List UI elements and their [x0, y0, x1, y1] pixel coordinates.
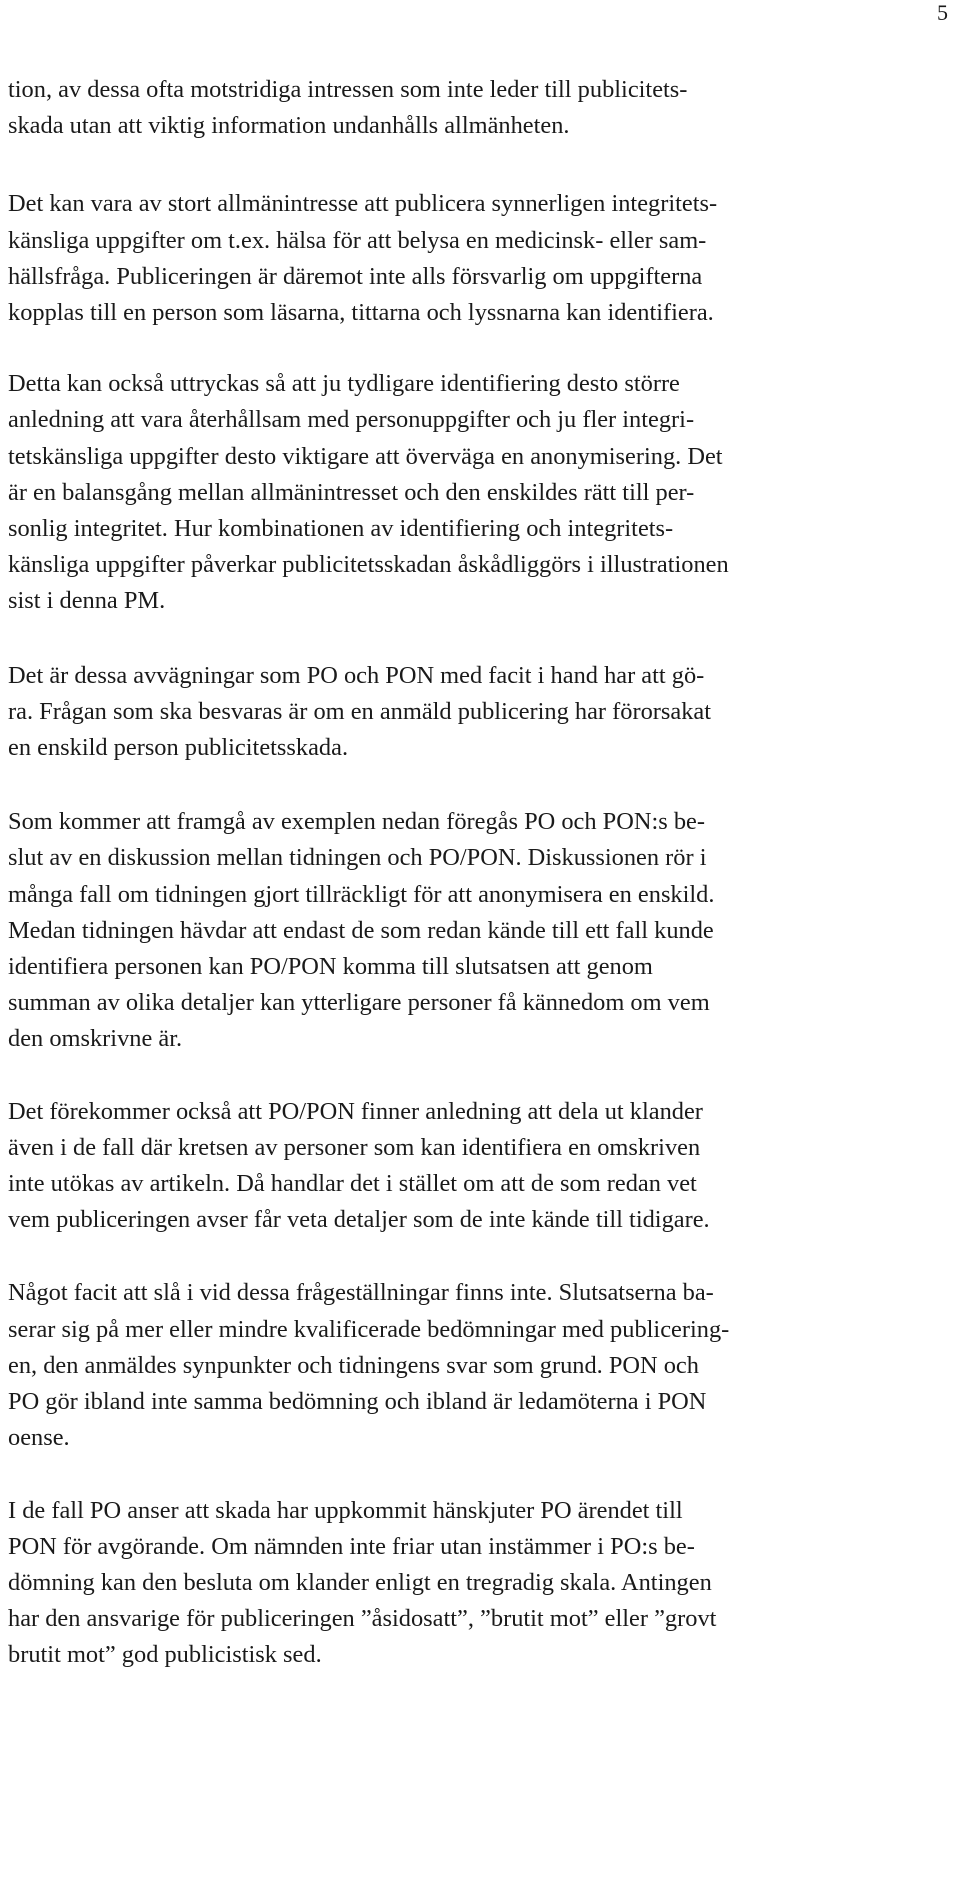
- paragraph-2: [8, 186, 952, 331]
- text-line: även i de fall där kretsen av personer som kan identifiera en omskriven: [8, 1133, 701, 1161]
- paragraph-6: [8, 1094, 952, 1239]
- text-line: ra. Frågan som ska besvaras är om en anmäld publicering har förorsakat: [8, 697, 712, 725]
- text-line: serar sig på mer eller mindre kvalificerade bedömningar med publicering-: [8, 1315, 730, 1343]
- text-line: många fall om tidningen gjort tillräckligt för att anonymisera en enskild.: [8, 880, 715, 908]
- text-line: I de fall PO anser att skada har uppkommit hänskjuter PO ärendet till: [8, 1496, 683, 1524]
- text-line: sist i denna PM.: [8, 587, 166, 615]
- text-line: skada utan att viktig information undanhålls allmänheten.: [8, 112, 570, 140]
- text-line: vem publiceringen avser får veta detaljer som de inte kände till tidigare.: [8, 1206, 710, 1234]
- paragraph-5: [8, 804, 952, 1057]
- text-line: oense.: [8, 1424, 70, 1452]
- text-line: summan av olika detaljer kan ytterligare personer få kännedom om vem: [8, 989, 710, 1017]
- paragraph-3: [8, 366, 952, 619]
- text-line: Medan tidningen hävdar att endast de som redan kände till ett fall kunde: [8, 916, 714, 944]
- text-line: Som kommer att framgå av exemplen nedan föregås PO och PON:s be-: [8, 808, 705, 836]
- text-line: Det är dessa avvägningar som PO och PON med facit i hand har att gö-: [8, 661, 705, 689]
- text-line: är en balansgång mellan allmänintresset och den enskildes rätt till per-: [8, 478, 695, 506]
- text-line: har den ansvarige för publiceringen ”åsidosatt”, ”brutit mot” eller ”grovt: [8, 1605, 717, 1633]
- text-line: Det förekommer också att PO/PON finner anledning att dela ut klander: [8, 1097, 703, 1125]
- document-body: [8, 72, 952, 1674]
- text-line: en, den anmäldes synpunkter och tidningens svar som grund. PON och: [8, 1351, 699, 1379]
- text-line: känsliga uppgifter om t.ex. hälsa för att belysa en medicinsk- eller sam-: [8, 226, 707, 254]
- text-line: hällsfråga. Publiceringen är däremot inte alls försvarlig om uppgifterna: [8, 262, 703, 290]
- text-line: slut av en diskussion mellan tidningen och PO/PON. Diskussionen rör i: [8, 844, 707, 872]
- text-line: inte utökas av artikeln. Då handlar det i stället om att de som redan vet: [8, 1170, 697, 1198]
- text-line: tion, av dessa ofta motstridiga intressen som inte leder till publicitets-: [8, 76, 688, 103]
- text-line: PON för avgörande. Om nämnden inte friar utan instämmer i PO:s be-: [8, 1532, 695, 1560]
- text-line: sonlig integritet. Hur kombinationen av identifiering och integritets-: [8, 515, 674, 543]
- page-number: 5: [937, 0, 948, 25]
- text-line: identifiera personen kan PO/PON komma till slutsatsen att genom: [8, 953, 653, 981]
- text-line: den omskrivne är.: [8, 1025, 183, 1053]
- text-line: PO gör ibland inte samma bedömning och ibland är ledamöterna i PON: [8, 1388, 707, 1416]
- text-line: anledning att vara återhållsam med personuppgifter och ju fler integri-: [8, 406, 695, 434]
- text-line: Det kan vara av stort allmänintresse att publicera synnerligen integritets-: [8, 190, 718, 218]
- paragraph-8: [8, 1493, 952, 1674]
- paragraph-1: [8, 72, 952, 144]
- paragraph-7: [8, 1275, 952, 1456]
- text-line: känsliga uppgifter påverkar publicitetsskadan åskådliggörs i illustrationen: [8, 551, 729, 579]
- text-line: brutit mot” god publicistisk sed.: [8, 1641, 322, 1669]
- text-line: Detta kan också uttryckas så att ju tydligare identifiering desto större: [8, 370, 680, 398]
- text-line: dömning kan den besluta om klander enligt en tregradig skala. Antingen: [8, 1568, 712, 1596]
- text-line: en enskild person publicitetsskada.: [8, 734, 349, 762]
- paragraph-4: [8, 658, 952, 767]
- text-line: tetskänsliga uppgifter desto viktigare att överväga en anonymisering. Det: [8, 442, 723, 470]
- text-line: Något facit att slå i vid dessa frågeställningar finns inte. Slutsatserna ba-: [8, 1279, 714, 1307]
- text-line: kopplas till en person som läsarna, tittarna och lyssnarna kan identifiera.: [8, 299, 714, 327]
